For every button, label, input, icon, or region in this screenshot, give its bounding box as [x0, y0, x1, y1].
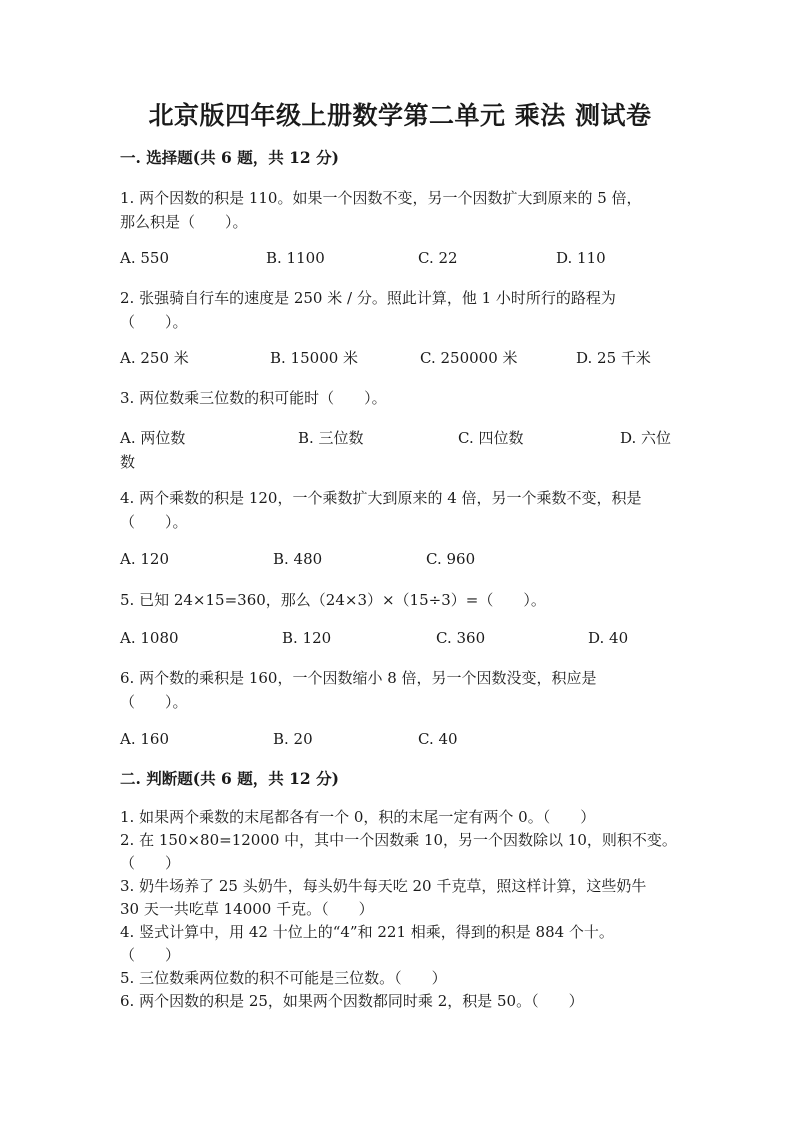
option-a[interactable]: A. 160 — [120, 730, 169, 748]
judgment-list — [120, 806, 690, 1013]
option-b[interactable]: B. 120 — [282, 629, 332, 647]
option-b[interactable]: B. 15000 米 — [270, 349, 359, 367]
option-a[interactable]: A. 120 — [120, 550, 169, 568]
judgment-line: 5. 三位数乘两位数的积不可能是三位数。（ ） — [120, 969, 447, 987]
question-text: （ ）。 — [120, 513, 188, 531]
judgment-line: 4. 竖式计算中，用 42 十位上的“4”和 221 相乘，得到的积是 884 个十。 — [120, 923, 614, 941]
options-2 — [120, 346, 680, 370]
option-d[interactable]: D. 六位 — [620, 429, 672, 447]
options-1 — [120, 246, 680, 270]
section-heading-judgment: 二. 判断题(共 6 题，共 12 分) — [120, 769, 339, 788]
option-c[interactable]: C. 四位数 — [458, 429, 524, 447]
option-b[interactable]: B. 480 — [273, 550, 323, 568]
option-c[interactable]: C. 22 — [418, 249, 458, 267]
judgment-line: （ ） — [120, 946, 181, 964]
judgment-line: （ ） — [120, 854, 181, 872]
question-text: 3. 两位数乘三位数的积可能时（ ）。 — [120, 389, 387, 407]
option-c[interactable]: C. 360 — [436, 629, 486, 647]
option-a[interactable]: A. 250 米 — [120, 349, 189, 367]
option-c[interactable]: C. 960 — [426, 550, 476, 568]
options-5 — [120, 626, 680, 650]
page-title: 北京版四年级上册数学第二单元 乘法 测试卷 — [148, 101, 652, 130]
option-c[interactable]: C. 40 — [418, 730, 458, 748]
option-a[interactable]: A. 1080 — [120, 629, 179, 647]
question-6 — [120, 666, 680, 714]
question-4 — [120, 486, 680, 534]
option-d[interactable]: D. 25 千米 — [576, 349, 651, 367]
judgment-line: 1. 如果两个乘数的末尾都各有一个 0，积的末尾一定有两个 0。（ ） — [120, 808, 596, 826]
question-text: （ ）。 — [120, 693, 188, 711]
option-a[interactable]: A. 两位数 — [120, 429, 186, 447]
question-text: 1. 两个因数的积是 110。如果一个因数不变，另一个因数扩大到原来的 5 倍， — [120, 189, 642, 207]
judgment-line: 2. 在 150×80=12000 中，其中一个因数乘 10，另一个因数除以 10，则积不变。 — [120, 831, 677, 849]
section-heading-choice: 一. 选择题(共 6 题，共 12 分) — [120, 148, 339, 167]
question-5 — [120, 588, 680, 612]
option-b[interactable]: B. 三位数 — [298, 429, 364, 447]
question-2 — [120, 286, 680, 334]
question-text: 5. 已知 24×15=360，那么（24×3）×（15÷3）=（ ）。 — [120, 591, 546, 609]
option-d[interactable]: D. 110 — [556, 249, 606, 267]
question-text: 那么积是（ ）。 — [120, 213, 248, 231]
question-3 — [120, 386, 680, 410]
options-4 — [120, 547, 680, 571]
judgment-line: 3. 奶牛场养了 25 头奶牛，每头奶牛每天吃 20 千克草，照这样计算，这些奶牛 — [120, 877, 647, 895]
option-d[interactable]: D. 40 — [588, 629, 629, 647]
judgment-line: 30 天一共吃草 14000 千克。（ ） — [120, 900, 374, 918]
option-c[interactable]: C. 250000 米 — [420, 349, 518, 367]
question-text: 4. 两个乘数的积是 120，一个乘数扩大到原来的 4 倍，另一个乘数不变，积是 — [120, 489, 642, 507]
question-1 — [120, 186, 680, 234]
option-b[interactable]: B. 1100 — [266, 249, 325, 267]
options-3 — [120, 426, 680, 450]
judgment-line: 6. 两个因数的积是 25，如果两个因数都同时乘 2，积是 50。（ ） — [120, 992, 584, 1010]
question-text: 2. 张强骑自行车的速度是 250 米 / 分。照此计算，他 1 小时所行的路程为 — [120, 289, 616, 307]
question-text: （ ）。 — [120, 313, 188, 331]
option-d-wrap: 数 — [120, 453, 136, 471]
options-6 — [120, 727, 680, 751]
option-b[interactable]: B. 20 — [273, 730, 313, 748]
option-a[interactable]: A. 550 — [120, 249, 169, 267]
question-text: 6. 两个数的乘积是 160，一个因数缩小 8 倍，另一个因数没变，积应是 — [120, 669, 597, 687]
